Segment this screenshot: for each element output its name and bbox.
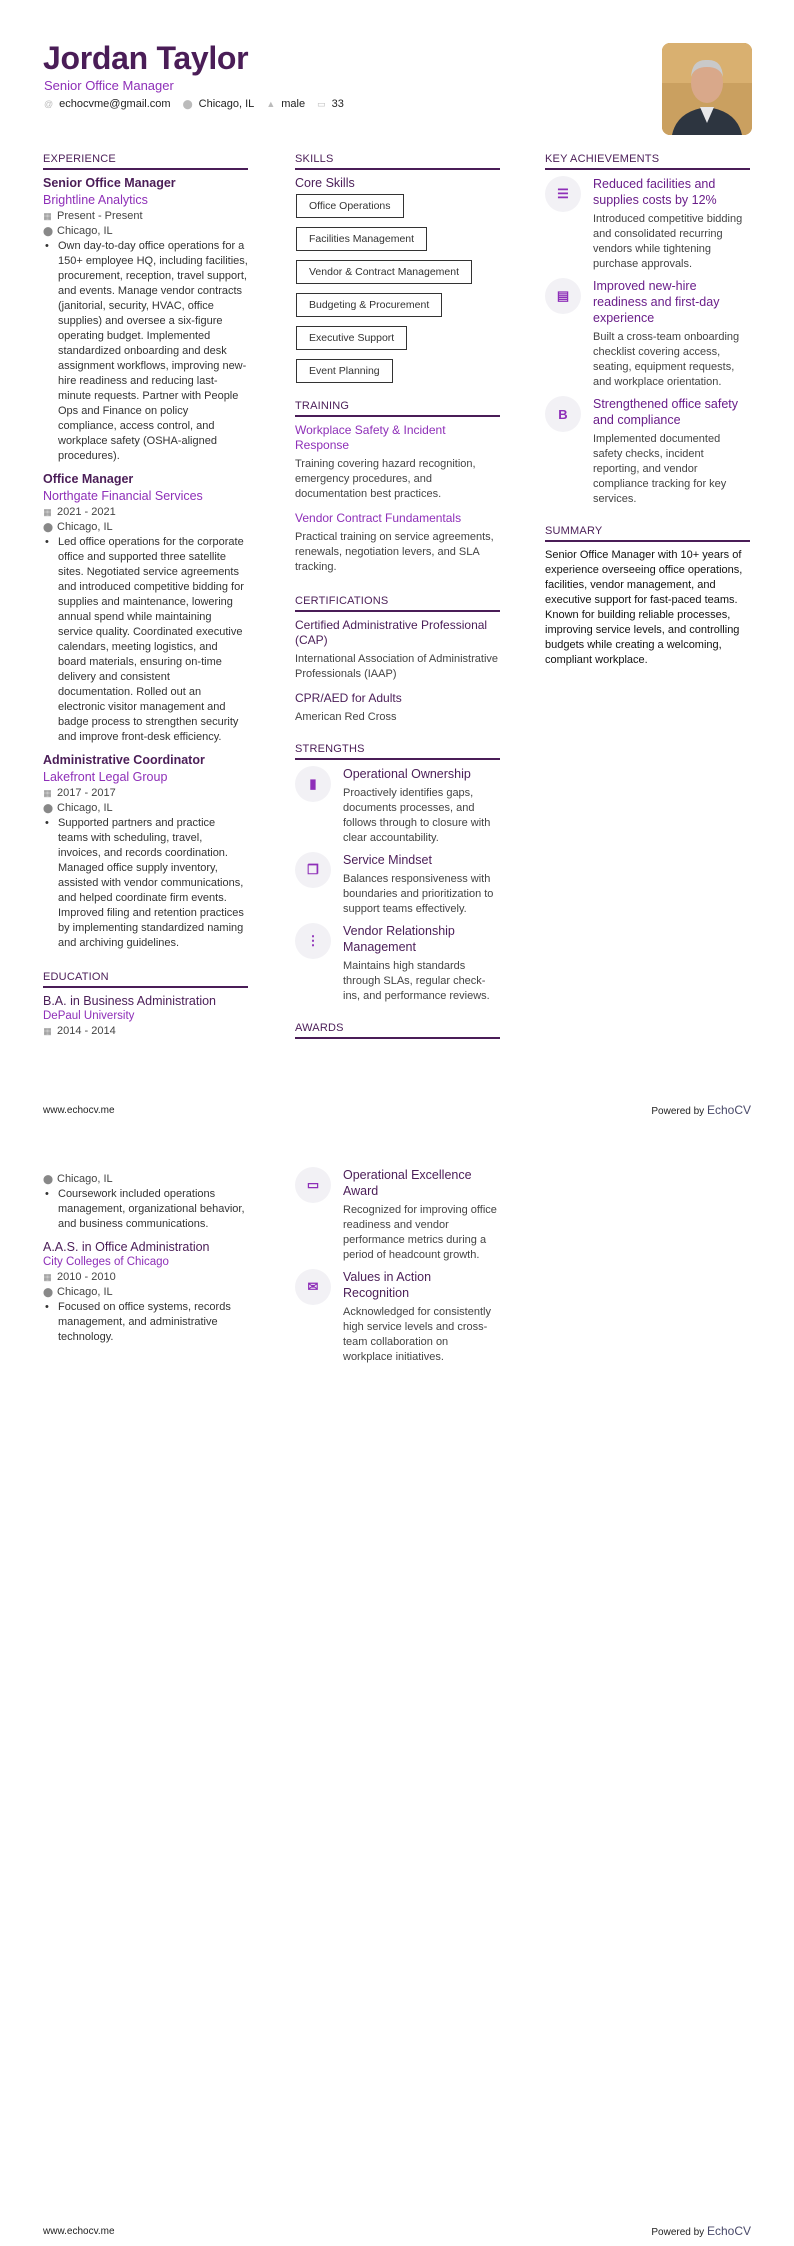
strength-desc: Proactively identifies gaps, documents processes, and follows through to closure with clear accountability.: [343, 787, 491, 844]
calendar-icon: ▦: [43, 788, 52, 798]
award-title: Values in Action Recognition: [343, 1270, 432, 1300]
location: Chicago, IL: [198, 98, 255, 110]
more-vertical-icon: ⋮: [295, 923, 331, 959]
bullet: • Focused on office systems, records management, and administrative technology.: [43, 1300, 248, 1345]
document-icon: ▮: [295, 766, 331, 802]
education-heading: EDUCATION: [43, 971, 248, 988]
calendar-icon: ▭: [317, 98, 326, 109]
gender: male: [281, 98, 306, 110]
brand-logo: EchoCV: [706, 2224, 751, 2238]
cert-issuer: American Red Cross: [295, 711, 397, 723]
dates: 2017 - 2017: [57, 787, 116, 799]
summary-text: Senior Office Manager with 10+ years of experience overseeing office operations, facilities, vendor management, and executive support for fast-paced teams. Known for building reliable processes, improving service levels, and controlling budgets while creating a welcoming, compliant workplace.: [545, 549, 743, 666]
at-icon: @: [44, 99, 54, 109]
powered-by-label: Powered by: [651, 1106, 705, 1117]
achievement-title: Improved new-hire readiness and first-day experience: [593, 279, 720, 325]
job-role: Senior Office Manager: [43, 176, 176, 190]
left-column-page-2: [43, 1172, 248, 1353]
strength-desc: Maintains high standards through SLAs, regular check-ins, and performance reviews.: [343, 960, 490, 1002]
dates: 2014 - 2014: [57, 1025, 116, 1037]
skill-tag: Facilities Management: [296, 227, 427, 251]
dates: 2010 - 2010: [57, 1271, 116, 1283]
award-desc: Recognized for improving office readiness and vendor performance metrics during a period of headcount growth.: [343, 1204, 497, 1261]
dates: Present - Present: [57, 210, 143, 222]
achievements-heading: KEY ACHIEVEMENTS: [545, 153, 750, 170]
degree: B.A. in Business Administration: [43, 994, 216, 1008]
cert-title: CPR/AED for Adults: [295, 691, 402, 705]
bullet: • Supported partners and practice teams with scheduling, travel, invoices, and records coordination. Managed office supply inventory, assisted with vendor communications, and helped coordinate firm events. Improved filing and retention practices by implementing standardized naming and archiving guidelines.: [43, 816, 248, 951]
calendar-icon: ▦: [43, 1026, 52, 1036]
left-column: [43, 153, 248, 1039]
footer-powered: [651, 1103, 751, 1117]
job-role: Administrative Coordinator: [43, 753, 205, 767]
training-title: Workplace Safety & Incident Response: [295, 423, 446, 452]
summary-heading: SUMMARY: [545, 525, 750, 542]
skill-tags: [295, 194, 500, 392]
email: echocvme@gmail.com: [59, 98, 171, 110]
location: Chicago, IL: [57, 802, 113, 814]
letter-b-icon: B: [545, 396, 581, 432]
skills-group: Core Skills: [295, 176, 355, 190]
award-desc: Acknowledged for consistently high service levels and cross-team collaboration on workplace initiatives.: [343, 1306, 491, 1363]
bullet: • Led office operations for the corporate office and supported three satellite sites. Negotiated service agreements and introduced competitive bidding for supplies and maintenance, lowering annual spend while maintaining service quality. Coordinated executive calendars, meeting logistics, and board materials, ensuring on-time delivery and consistent documentation. Rolled out an electronic visitor management and badge process to strengthen security and improve front-desk efficiency.: [43, 535, 248, 745]
footer-site[interactable]: www.echocv.me: [43, 1105, 115, 1116]
award-title: Operational Excellence Award: [343, 1168, 472, 1198]
bullet: • Coursework included operations management, organizational behavior, and business communications.: [43, 1187, 248, 1232]
footer-site[interactable]: www.echocv.me: [43, 2226, 115, 2237]
database-icon: ☰: [545, 176, 581, 212]
strength-title: Operational Ownership: [343, 767, 471, 781]
right-column: [545, 153, 750, 668]
user-icon: ▲: [266, 99, 276, 109]
location-pin-icon: ⬤: [43, 522, 54, 532]
location-pin-icon: ⬤: [43, 1174, 54, 1184]
calendar-icon: ▦: [43, 1272, 52, 1282]
strength-title: Vendor Relationship Management: [343, 924, 455, 954]
cert-issuer: International Association of Administrative Professionals (IAAP): [295, 653, 499, 680]
experience-heading: EXPERIENCE: [43, 153, 248, 170]
store-icon: ▤: [545, 278, 581, 314]
school: City Colleges of Chicago: [43, 1256, 169, 1268]
company: Lakefront Legal Group: [43, 770, 168, 784]
achievement-title: Reduced facilities and supplies costs by 12%: [593, 177, 717, 207]
location: Chicago, IL: [57, 1173, 113, 1185]
dates: 2021 - 2021: [57, 506, 116, 518]
bullet: • Own day-to-day office operations for a 150+ employee HQ, including facilities, procurement, reception, travel support, and events. Manage vendor contracts (janitorial, security, HVAC, office supplies) and oversee a six-figure operating budget. Implemented standardized onboarding and desk assignment workflows, improving new-hire readiness and reducing last-minute requests. Partner with People Ops and Finance on policy compliance, access control, and workplace safety (OSHA-aligned procedures).: [43, 239, 248, 464]
skill-tag: Vendor & Contract Management: [296, 260, 472, 284]
achievement-desc: Implemented documented safety checks, incident reporting, and vendor compliance tracking for key services.: [593, 433, 727, 505]
location: Chicago, IL: [57, 1286, 113, 1298]
middle-column-page-2: [295, 1167, 500, 1371]
experience-entry: [43, 176, 248, 464]
training-heading: TRAINING: [295, 400, 500, 417]
toggle-icon: ▭: [295, 1167, 331, 1203]
cert-title: Certified Administrative Professional (CAP): [295, 618, 488, 647]
middle-column: [295, 153, 500, 1045]
awards-heading: AWARDS: [295, 1022, 500, 1039]
footer-powered: [651, 2224, 751, 2238]
company: Northgate Financial Services: [43, 489, 203, 503]
envelope-open-icon: ✉: [295, 1269, 331, 1305]
degree: A.A.S. in Office Administration: [43, 1240, 210, 1254]
job-role: Office Manager: [43, 472, 134, 486]
calendar-icon: ▦: [43, 211, 52, 221]
skill-tag: Office Operations: [296, 194, 404, 218]
skill-tag: Event Planning: [296, 359, 393, 383]
experience-entry: [43, 753, 248, 951]
calendar-icon: ▦: [43, 507, 52, 517]
training-desc: Training covering hazard recognition, emergency procedures, and documentation best practices.: [295, 458, 476, 500]
profile-photo: [662, 43, 752, 135]
certifications-heading: CERTIFICATIONS: [295, 595, 500, 612]
location: Chicago, IL: [57, 521, 113, 533]
candidate-name: Jordan Taylor: [43, 40, 249, 76]
company: Brightline Analytics: [43, 193, 148, 207]
location-pin-icon: ⬤: [43, 226, 54, 236]
strengths-heading: STRENGTHS: [295, 743, 500, 760]
skill-tag: Budgeting & Procurement: [296, 293, 442, 317]
achievement-title: Strengthened office safety and compliance: [593, 397, 739, 427]
location-pin-icon: ⬤: [43, 803, 54, 813]
achievement-desc: Built a cross-team onboarding checklist covering access, seating, equipment requests, and workplace orientation.: [593, 331, 740, 388]
powered-by-label: Powered by: [651, 2227, 705, 2238]
strength-desc: Balances responsiveness with boundaries and prioritization to support teams effectively.: [343, 873, 494, 915]
location-pin-icon: ⬤: [182, 98, 193, 109]
age: 33: [331, 98, 344, 110]
location-pin-icon: ⬤: [43, 1287, 54, 1297]
brand-logo: EchoCV: [706, 1103, 751, 1117]
experience-entry: [43, 472, 248, 745]
training-desc: Practical training on service agreements, renewals, negotiation levers, and SLA tracking.: [295, 531, 494, 573]
training-title: Vendor Contract Fundamentals: [295, 511, 462, 525]
candidate-title: Senior Office Manager: [44, 78, 174, 93]
location: Chicago, IL: [57, 225, 113, 237]
strength-title: Service Mindset: [343, 853, 432, 867]
contact-info: [44, 98, 344, 110]
page-1: [0, 0, 794, 1078]
achievement-desc: Introduced competitive bidding and consolidated recurring vendors while tightening purchase approvals.: [593, 213, 743, 270]
school: DePaul University: [43, 1010, 135, 1022]
clipboard-check-icon: ❐: [295, 852, 331, 888]
skill-tag: Executive Support: [296, 326, 407, 350]
skills-heading: SKILLS: [295, 153, 500, 170]
